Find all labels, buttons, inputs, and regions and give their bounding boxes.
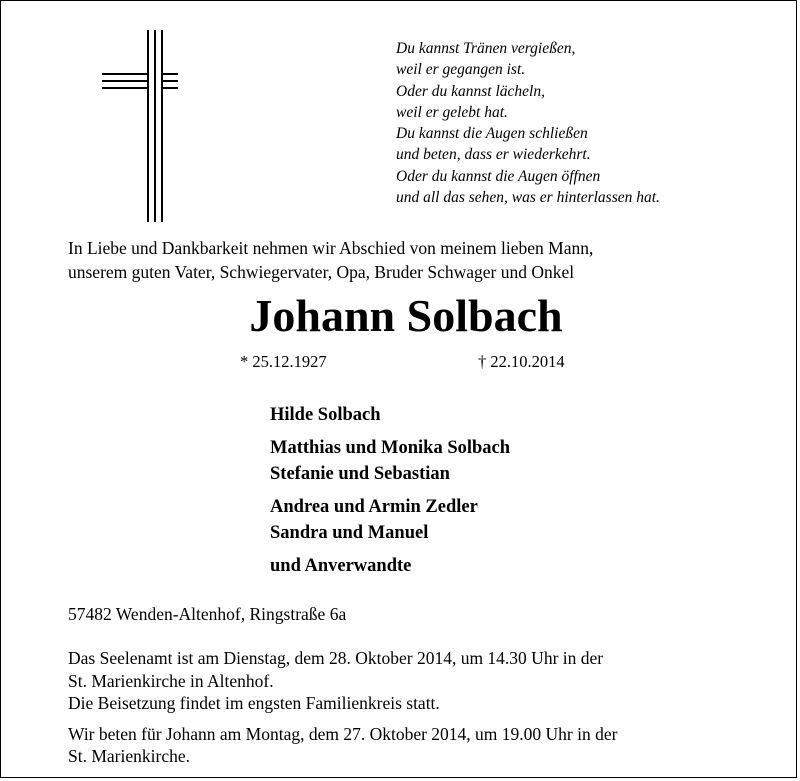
notice-line: Die Beisetzung findet im engsten Familienkreis statt. — [68, 693, 440, 713]
family-group — [270, 435, 510, 487]
intro-text — [68, 236, 593, 284]
death-date: † 22.10.2014 — [478, 352, 565, 371]
family-group — [270, 553, 510, 579]
family-group — [270, 494, 510, 546]
notice-line: Wir beten für Johann am Montag, dem 27. Oktober 2014, um 19.00 Uhr in der — [68, 723, 618, 744]
family-member: Matthias und Monika Solbach — [270, 438, 511, 458]
intro-line: In Liebe und Dankbarkeit nehmen wir Abschied von meinem lieben Mann, — [68, 238, 594, 258]
intro-line: unserem guten Vater, Schwiegervater, Opa, Bruder Schwager und Onkel — [68, 262, 575, 282]
family-member: Hilde Solbach — [270, 405, 381, 425]
family-member: und Anverwandte — [270, 556, 412, 576]
family-member: Sandra und Manuel — [270, 523, 429, 543]
poem-line: weil er gelebt hat. — [396, 103, 508, 121]
poem-line: und beten, dass er wiederkehrt. — [396, 146, 591, 164]
notice-line: St. Marienkirche. — [68, 746, 190, 766]
poem-line: weil er gegangen ist. — [396, 61, 526, 79]
cross-icon — [100, 28, 180, 224]
poem-line: und all das sehen, was er hinterlassen hat. — [396, 189, 660, 207]
service-notice — [68, 647, 617, 768]
family-list — [270, 402, 510, 586]
notice-line: St. Marienkirche in Altenhof. — [68, 670, 274, 691]
birth-date: * 25.12.1927 — [240, 352, 327, 371]
poem-line: Du kannst die Augen schließen — [396, 125, 588, 143]
family-group — [270, 402, 510, 428]
poem-line: Du kannst Tränen vergießen, — [396, 40, 576, 57]
poem — [396, 38, 660, 208]
address: 57482 Wenden-Altenhof, Ringstraße 6a — [68, 604, 347, 624]
paragraph-gap — [68, 715, 617, 723]
deceased-name: Johann Solbach — [249, 290, 563, 341]
family-member: Andrea und Armin Zedler — [270, 497, 478, 517]
family-member: Stefanie und Sebastian — [270, 464, 450, 484]
notice-line: Das Seelenamt ist am Dienstag, dem 28. Oktober 2014, um 14.30 Uhr in der — [68, 648, 604, 668]
poem-line: Oder du kannst lächeln, — [396, 82, 545, 100]
poem-line: Oder du kannst die Augen öffnen — [396, 167, 601, 185]
